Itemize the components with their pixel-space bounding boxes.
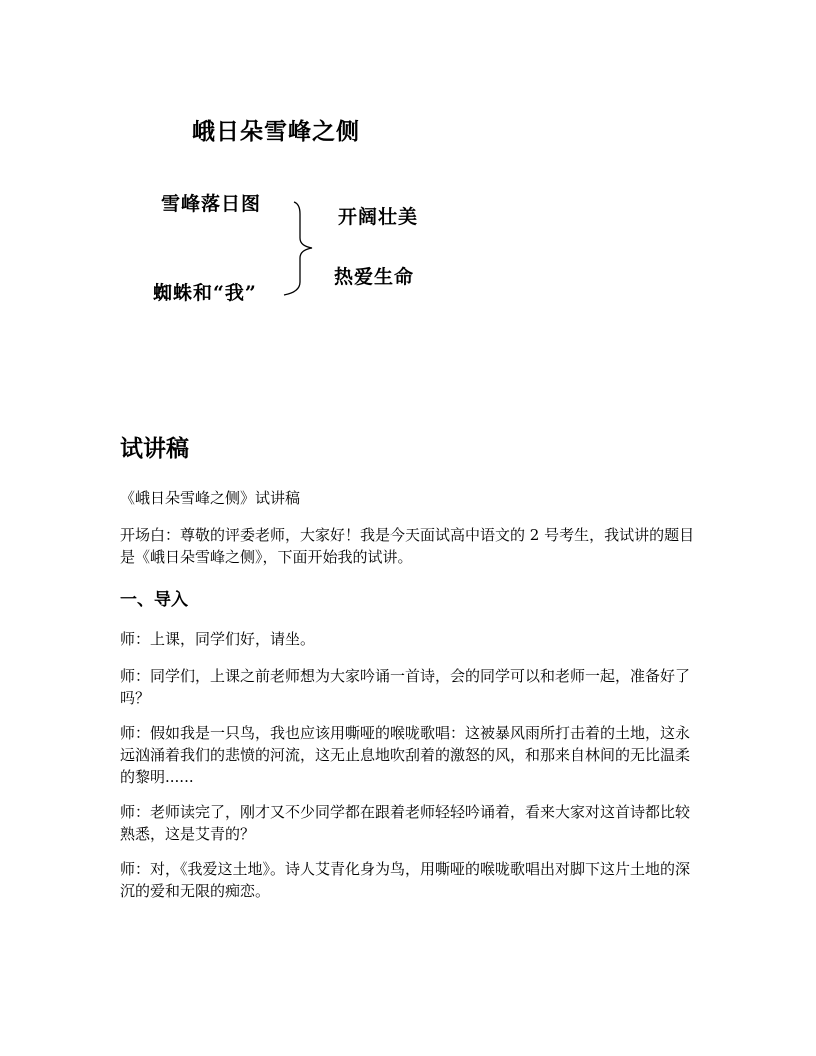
speech-subtitle: 《峨日朵雪峰之侧》试讲稿 [120,489,301,507]
dialogue-paragraph: 师：对，《我爱这土地》。诗人艾青化身为鸟，用嘶哑的喉咙歌唱出对脚下这片土地的深沉的爱和无限的痴恋。 [120,860,691,900]
board-title: 峨日朵雪峰之侧 [192,118,360,145]
dialogue-paragraph: 师：同学们，上课之前老师想为大家吟诵一首诗，会的同学可以和老师一起，准备好了吗？ [120,667,691,707]
dialogue-paragraph: 师：老师读完了，刚才又不少同学都在跟着老师轻轻吟诵着，看来大家对这首诗都比较熟悉，这是艾青的？ [120,803,691,843]
curly-brace-icon [280,198,320,298]
paragraph-block-4 [120,801,698,845]
paragraph-block-3 [120,722,698,788]
paragraph-block-5 [120,858,698,902]
board-right-item-love-life: 热爱生命 [334,266,415,288]
opening-paragraph: 开场白：尊敬的评委老师，大家好！我是今天面试高中语文的 2 号考生，我试讲的题目是《峨日朵雪峰之侧》，下面开始我的试讲。 [120,526,695,566]
section-heading-intro: 一、导入 [120,590,188,610]
dialogue-paragraph: 师：上课，同学们好，请坐。 [120,630,316,648]
paragraph-block-1 [120,628,698,650]
speech-subtitle-block [120,487,698,509]
speech-heading: 试讲稿 [120,435,189,462]
opening-block [120,524,698,568]
paragraph-block-2 [120,665,698,709]
board-left-item-sunset: 雪峰落日图 [161,193,262,215]
board-right-item-grand: 开阔壮美 [338,206,419,228]
dialogue-paragraph: 师：假如我是一只鸟，我也应该用嘶哑的喉咙歌唱：这被暴风雨所打击着的土地，这永远汹涌着我们的悲愤的河流，这无止息地吹刮着的激怒的风，和那来自林间的无比温柔的黎明...... [120,724,691,786]
board-left-item-spider: 蜘蛛和“我” [153,282,257,304]
